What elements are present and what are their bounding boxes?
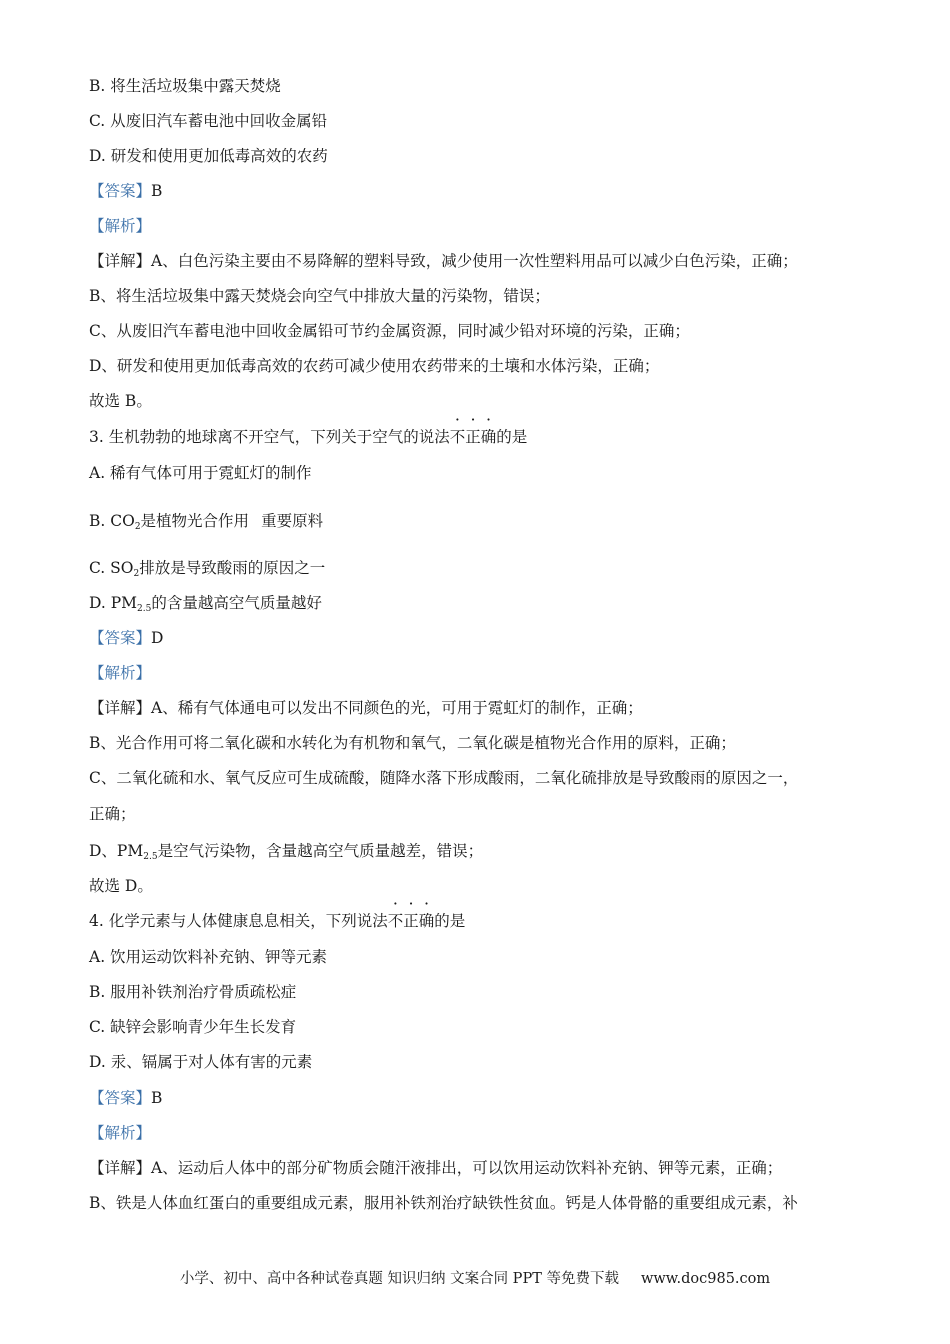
q3-analysis-tag: 【解析】 [89,664,152,682]
q2-detail-c: C、从废旧汽车蓄电池中回收金属铅可节约金属资源，同时减少铅对环境的污染，正确； [89,322,690,340]
q3-option-d [89,592,860,617]
stem-text: 的是 [496,428,528,446]
subscript: 2.5 [143,852,158,862]
answer-value: B [151,182,163,200]
detail-text: D、PM [89,842,144,860]
emphasis-char: 确 [480,428,497,446]
option-text: 的含量越高空气质量越好 [151,594,322,612]
stem-text: 3. 生机勃勃的地球离不开空气，下列关于空气的说法 [89,428,450,446]
q3-option-a: A. 稀有气体可用于霓虹灯的制作 [89,464,312,482]
option-text: 重要原料 [261,512,324,530]
answer-value: B [151,1089,163,1107]
q2-option-d: D. 研发和使用更加低毒高效的农药 [89,147,328,165]
q3-detail-a [89,697,860,719]
option-text: B. CO [89,512,135,530]
q4-option-d: D. 汞、镉属于对人体有害的元素 [89,1053,313,1071]
detail-text: A、运动后人体中的部分矿物质会随汗液排出，可以饮用运动饮料补充钠、钾等元素，正确； [151,1159,783,1177]
footer-url[interactable]: www.doc985.com [640,1271,771,1287]
answer-tag: 【答案】 [89,1089,152,1107]
stem-text: 4. 化学元素与人体健康息息相关，下列说法 [89,912,388,930]
q3-option-c [89,557,860,582]
q4-option-b: B. 服用补铁剂治疗骨质疏松症 [89,983,297,1001]
stem-text: 的是 [434,912,466,930]
q2-detail-d: D、研发和使用更加低毒高效的农药可减少使用农药带来的土壤和水体污染，正确； [89,357,660,375]
q4-stem [89,910,860,932]
q4-option-a: A. 饮用运动饮料补充钠、钾等元素 [89,948,328,966]
detail-text: A、白色污染主要由不易降解的塑料导致，减少使用一次性塑料用品可以减少白色污染，正确； [151,252,798,270]
option-text: 排放是导致酸雨的原因之一 [139,559,326,577]
q2-answer [89,180,860,202]
q3-choose: 故选 D。 [89,877,153,895]
answer-tag: 【答案】 [89,629,152,647]
q3-stem [89,426,860,448]
subscript: 2 [134,522,141,532]
q2-detail-a [89,250,860,272]
emphasis-char: 不 [387,912,404,930]
subscript: 2 [133,569,140,579]
q3-option-b [89,510,860,535]
detail-tag: 【详解】 [89,1159,152,1177]
answer-tag: 【答案】 [89,182,152,200]
detail-tag: 【详解】 [89,252,152,270]
emphasis-char: 确 [418,912,435,930]
q4-answer [89,1087,860,1109]
q2-option-b: B. 将生活垃圾集中露天焚烧 [89,77,281,95]
q4-analysis-tag: 【解析】 [89,1124,152,1142]
q2-choose: 故选 B。 [89,392,152,410]
detail-text: A、稀有气体通电可以发出不同颜色的光，可用于霓虹灯的制作，正确； [151,699,643,717]
q4-detail-a [89,1157,860,1179]
q2-analysis-tag: 【解析】 [89,217,152,235]
q2-detail-b: B、将生活垃圾集中露天焚烧会向空气中排放大量的污染物，错误； [89,287,550,305]
option-text: C. SO [89,559,134,577]
footer-text: 小学、初中、高中各种试卷真题 知识归纳 文案合同 PPT 等免费下载 [179,1271,619,1287]
detail-text: 是空气污染物，含量越高空气质量越差，错误； [157,842,484,860]
q4-detail-b: B、铁是人体血红蛋白的重要组成元素，服用补铁剂治疗缺铁性贫血。钙是人体骨骼的重要组成元素，补 [89,1194,798,1212]
q3-detail-b: B、光合作用可将二氧化碳和水转化为有机物和氧气，二氧化碳是植物光合作用的原料，正确； [89,734,736,752]
emphasis-char: 不 [449,428,466,446]
q2-option-c: C. 从废旧汽车蓄电池中回收金属铅 [89,112,328,130]
page-footer [0,1269,950,1289]
detail-tag: 【详解】 [89,699,152,717]
q3-detail-c-cont: 正确； [89,805,136,823]
emphasis-char: 正 [465,428,481,446]
answer-value: D [151,629,164,647]
option-text: D. PM [89,594,138,612]
q3-detail-d [89,840,860,865]
subscript: 2.5 [137,604,152,614]
q3-answer [89,627,860,649]
q4-option-c: C. 缺锌会影响青少年生长发育 [89,1018,297,1036]
q3-detail-c: C、二氧化硫和水、氧气反应可生成硫酸，随降水落下形成酸雨，二氧化硫排放是导致酸雨的原因之一， [89,769,799,787]
emphasis-char: 正 [403,912,419,930]
option-text: 是植物光合作用 [140,512,250,530]
